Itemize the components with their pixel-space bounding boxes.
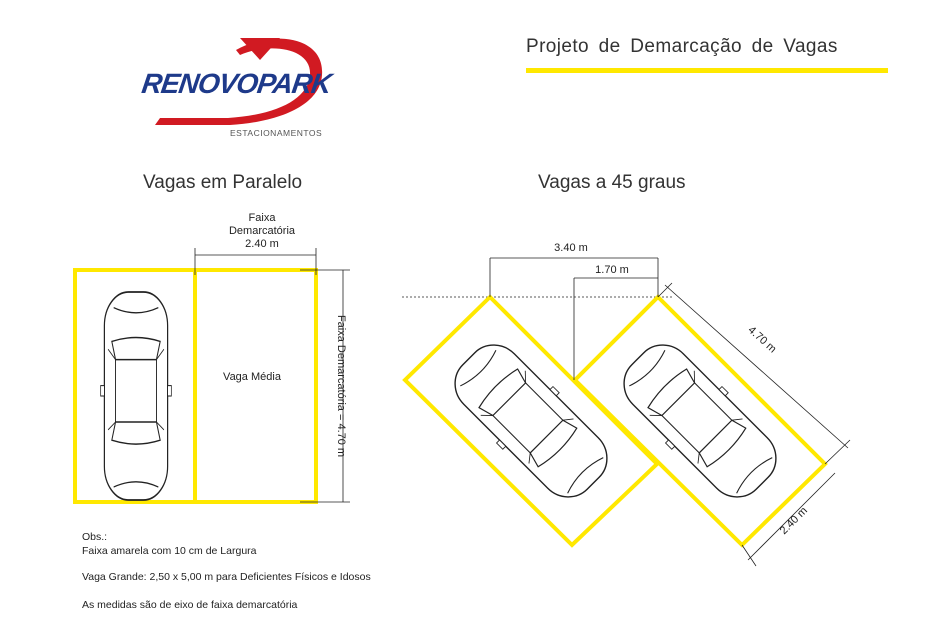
car-parallel xyxy=(101,292,172,500)
angled-offset-label: 3.40 m xyxy=(554,242,588,254)
notes-line-large-space: Vaga Grande: 2,50 x 5,00 m para Deficientes Físicos e Idosos xyxy=(82,571,371,583)
notes-line-stripe: Faixa amarela com 10 cm de Largura xyxy=(82,545,257,557)
section-title-parallel: Vagas em Paralelo xyxy=(143,172,303,193)
faixa-label-2: Demarcatória xyxy=(228,225,296,237)
parallel-parking-group xyxy=(75,212,350,502)
angled-parking-group xyxy=(402,242,850,566)
logo-subtitle: ESTACIONAMENTOS xyxy=(230,128,323,138)
angled-length-label: 4.70 m xyxy=(745,324,779,356)
notes-heading: Obs.: xyxy=(82,531,108,543)
section-title-45-degrees: Vagas a 45 graus xyxy=(538,172,686,193)
parallel-width-label: 2.40 m xyxy=(245,238,279,250)
parallel-length-label: Faixa Demarcatória = 4.70 m xyxy=(335,314,347,458)
faixa-label-1: Faixa xyxy=(248,212,276,224)
notes-line-measures: As medidas são de eixo de faixa demarcatória xyxy=(82,599,298,611)
parallel-space-medium xyxy=(195,270,316,502)
car-angled-1 xyxy=(441,331,622,512)
logo-wordmark: RENOVOPARK xyxy=(139,68,333,99)
angled-width-label: 2.40 m xyxy=(777,504,811,538)
angled-spacing-label: 1.70 m xyxy=(595,264,629,276)
page-title: Projeto de Demarcação de Vagas xyxy=(526,36,838,57)
vaga-media-label: Vaga Média xyxy=(223,371,281,383)
